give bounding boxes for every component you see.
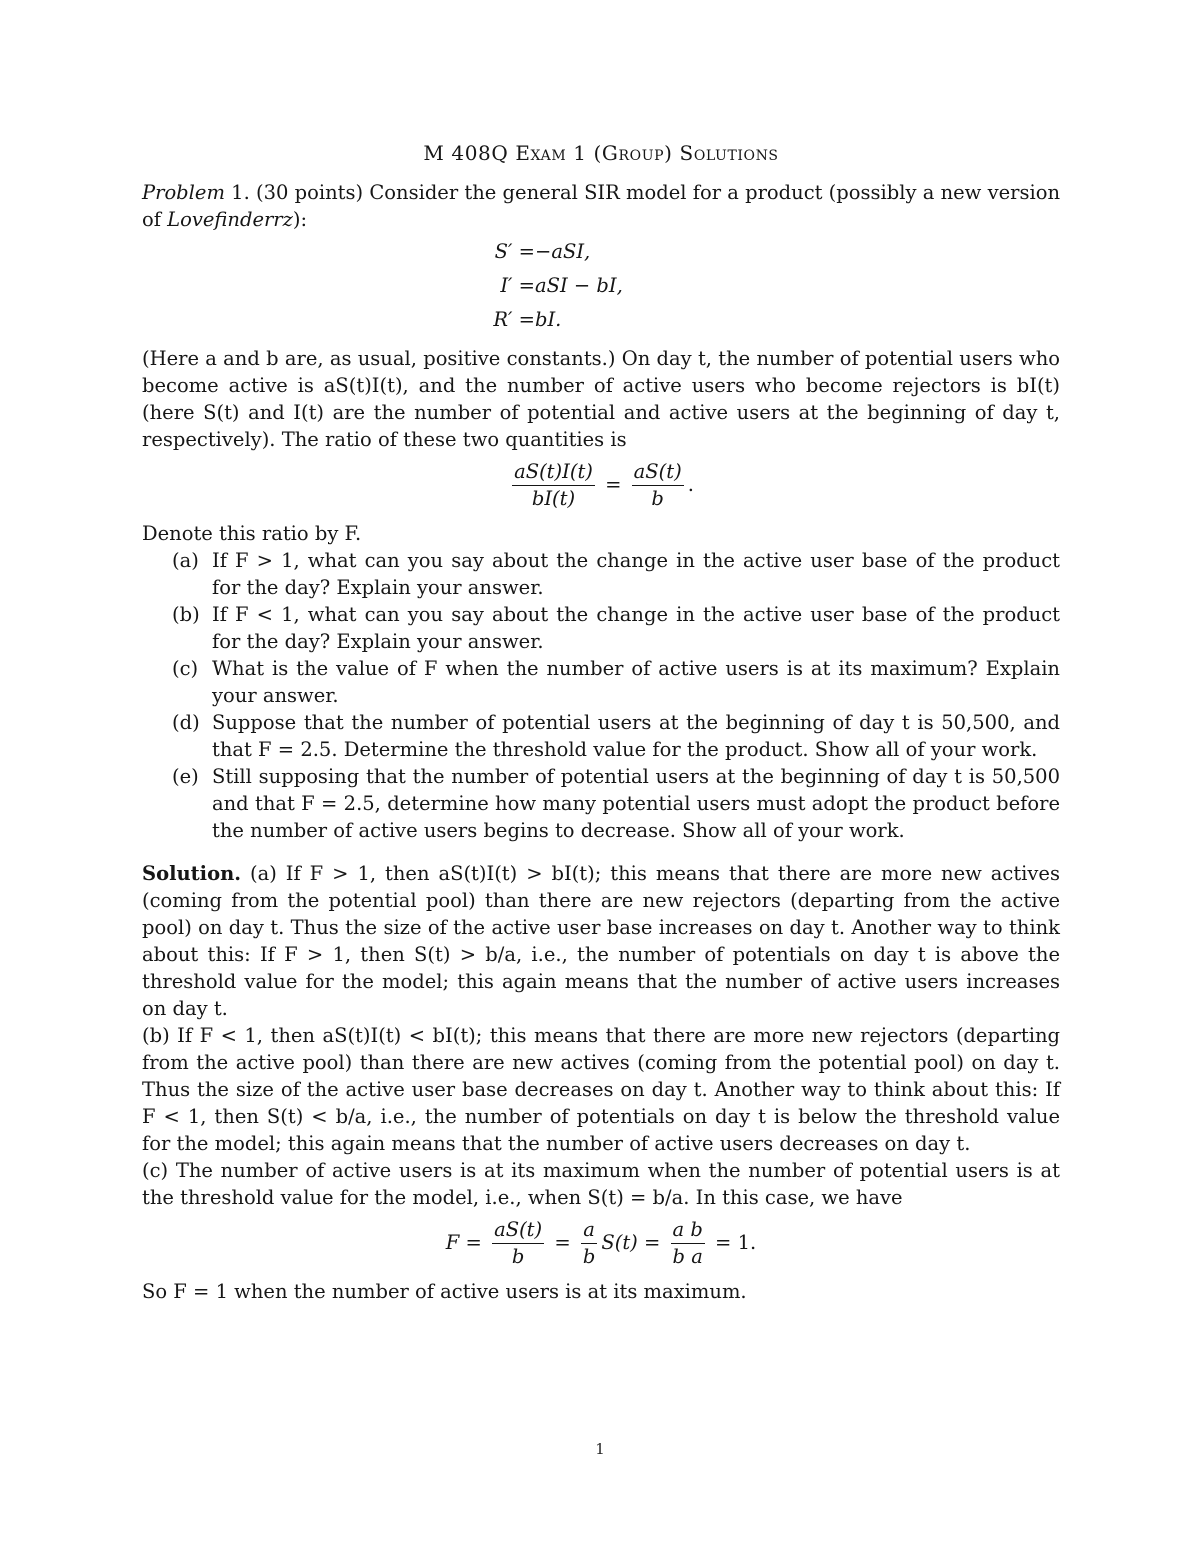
product-name: Lovefinderrz <box>167 208 293 231</box>
title-course: M 408Q <box>423 141 509 165</box>
solution-part-c: (c) The number of active users is at its maximum when the number of potential users is at the threshold value for the model, i.e., when S(t) = b/a. In this case, we have <box>142 1159 1060 1209</box>
f-equation-end: = 1. <box>715 1231 757 1254</box>
part-label: (e) <box>172 765 199 788</box>
part-text: Suppose that the number of potential users at the beginning of day t is 50,500, and that F = 2.5. Determine the threshold value for the product. Show all of your work. <box>212 711 1060 761</box>
page-number: 1 <box>595 1440 605 1458</box>
fraction-denominator: b a <box>672 1245 703 1268</box>
problem-intro <box>142 179 1060 233</box>
ratio-fraction-left <box>512 459 595 512</box>
part-text: Still supposing that the number of potential users at the beginning of day t is 50,500 and that F = 2.5, determine how many potential users must adopt the product before the number of active users begins to decrease. Show all of your work. <box>212 765 1060 842</box>
part-text: If F > 1, what can you say about the change in the active user base of the product for the day? Explain your answer. <box>212 549 1060 599</box>
equation-lhs: I′ = <box>500 274 535 297</box>
solution-part-b: (b) If F < 1, then aS(t)I(t) < bI(t); this means that there are more new rejectors (departing from the active pool) than there are new actives (coming from the potential pool) on day t. Thus the size of the active user base decreases on day t. Another way to think about this: If F < 1, then S(t) < b/a, i.e., the number of potentials on day t is below the threshold value for the model; this again means that the number of active users decreases on day t. <box>142 1024 1060 1155</box>
part-label: (b) <box>172 603 200 626</box>
equation-rhs: aSI − bI, <box>535 274 623 297</box>
f-fraction-3 <box>671 1217 705 1270</box>
f-fraction-2 <box>581 1217 597 1270</box>
fraction-denominator: b <box>651 487 664 510</box>
problem-number: 1. <box>231 181 250 204</box>
f-fraction-1 <box>492 1217 544 1270</box>
problem-intro-end: ): <box>292 208 308 231</box>
problem-parts <box>142 547 1060 844</box>
fraction-denominator: b <box>511 1245 525 1268</box>
title-group: (Group) <box>593 141 673 165</box>
equation-line <box>142 303 1060 337</box>
equation-rhs: −aSI, <box>535 240 591 263</box>
page-title <box>142 140 1060 167</box>
sir-equations <box>142 235 1060 337</box>
part-label: (a) <box>172 549 199 572</box>
part-text: What is the value of F when the number of active users is at its maximum? Explain your answer. <box>212 657 1060 707</box>
fraction-denominator: bI(t) <box>531 487 576 510</box>
part-text: If F < 1, what can you say about the change in the active user base of the product for the day? Explain your answer. <box>212 603 1060 653</box>
problem-part-b <box>142 601 1060 655</box>
fraction-numerator: aS(t) <box>492 1217 544 1244</box>
equation-rhs: bI. <box>535 308 562 331</box>
solution-a-text: (a) If F > 1, then aS(t)I(t) > bI(t); this means that there are more new actives (coming from the potential pool) than there are new rejectors (departing from the active pool) on day t. Thus the size of the active user base increases on day t. Another way to think about this: If F > 1, then S(t) > b/a, i.e., the number of potentials on day t is above the threshold value for the model; this again means that the number of active users increases on day t. <box>142 862 1060 1020</box>
problem-label: Problem <box>142 181 225 204</box>
problem-part-c <box>142 655 1060 709</box>
equation-lhs: R′ = <box>493 308 535 331</box>
solution-conclusion: So F = 1 when the number of active users is at its maximum. <box>142 1280 747 1303</box>
solution-part-a <box>142 860 1060 1022</box>
ratio-fraction-right <box>632 459 684 512</box>
solution-heading: Solution. <box>142 862 242 885</box>
fraction-numerator: aS(t)I(t) <box>512 459 595 486</box>
fraction-numerator: a <box>581 1217 597 1244</box>
problem-part-e <box>142 763 1060 844</box>
problem-part-a <box>142 547 1060 601</box>
f-equation-mid: S(t) = <box>601 1231 661 1254</box>
fraction-denominator: b <box>582 1245 596 1268</box>
title-solutions: Solutions <box>679 141 779 165</box>
fraction-numerator: aS(t) <box>632 459 684 486</box>
problem-intro-text: (30 points) Consider the general SIR model for a product (possibly a new version of <box>142 181 1061 231</box>
equation-line <box>142 235 1060 269</box>
title-num: 1 <box>573 141 587 165</box>
equation-line <box>142 269 1060 303</box>
problem-context: (Here a and b are, as usual, positive constants.) On day t, the number of potential users who become active is aS(t)I(t), and the number of active users who become rejectors is bI(t) (here S(t) and I(t) are the number of potential and active users at the beginning of day t, respectively). The ratio of these two quantities is <box>142 347 1060 451</box>
fraction-numerator: a b <box>671 1217 705 1244</box>
equals-sign: = <box>554 1231 571 1254</box>
ratio-equation <box>142 459 1060 512</box>
equation-lhs: S′ = <box>494 240 535 263</box>
problem-part-d <box>142 709 1060 763</box>
f-equation <box>142 1217 1060 1270</box>
part-label: (d) <box>172 711 200 734</box>
ratio-period: . <box>687 473 694 496</box>
part-label: (c) <box>172 657 199 680</box>
equals-sign: = <box>605 473 622 496</box>
title-exam: Exam <box>515 141 567 165</box>
document-page <box>142 140 1060 1305</box>
f-equation-lhs: F = <box>445 1231 482 1254</box>
denote-ratio: Denote this ratio by F. <box>142 522 362 545</box>
